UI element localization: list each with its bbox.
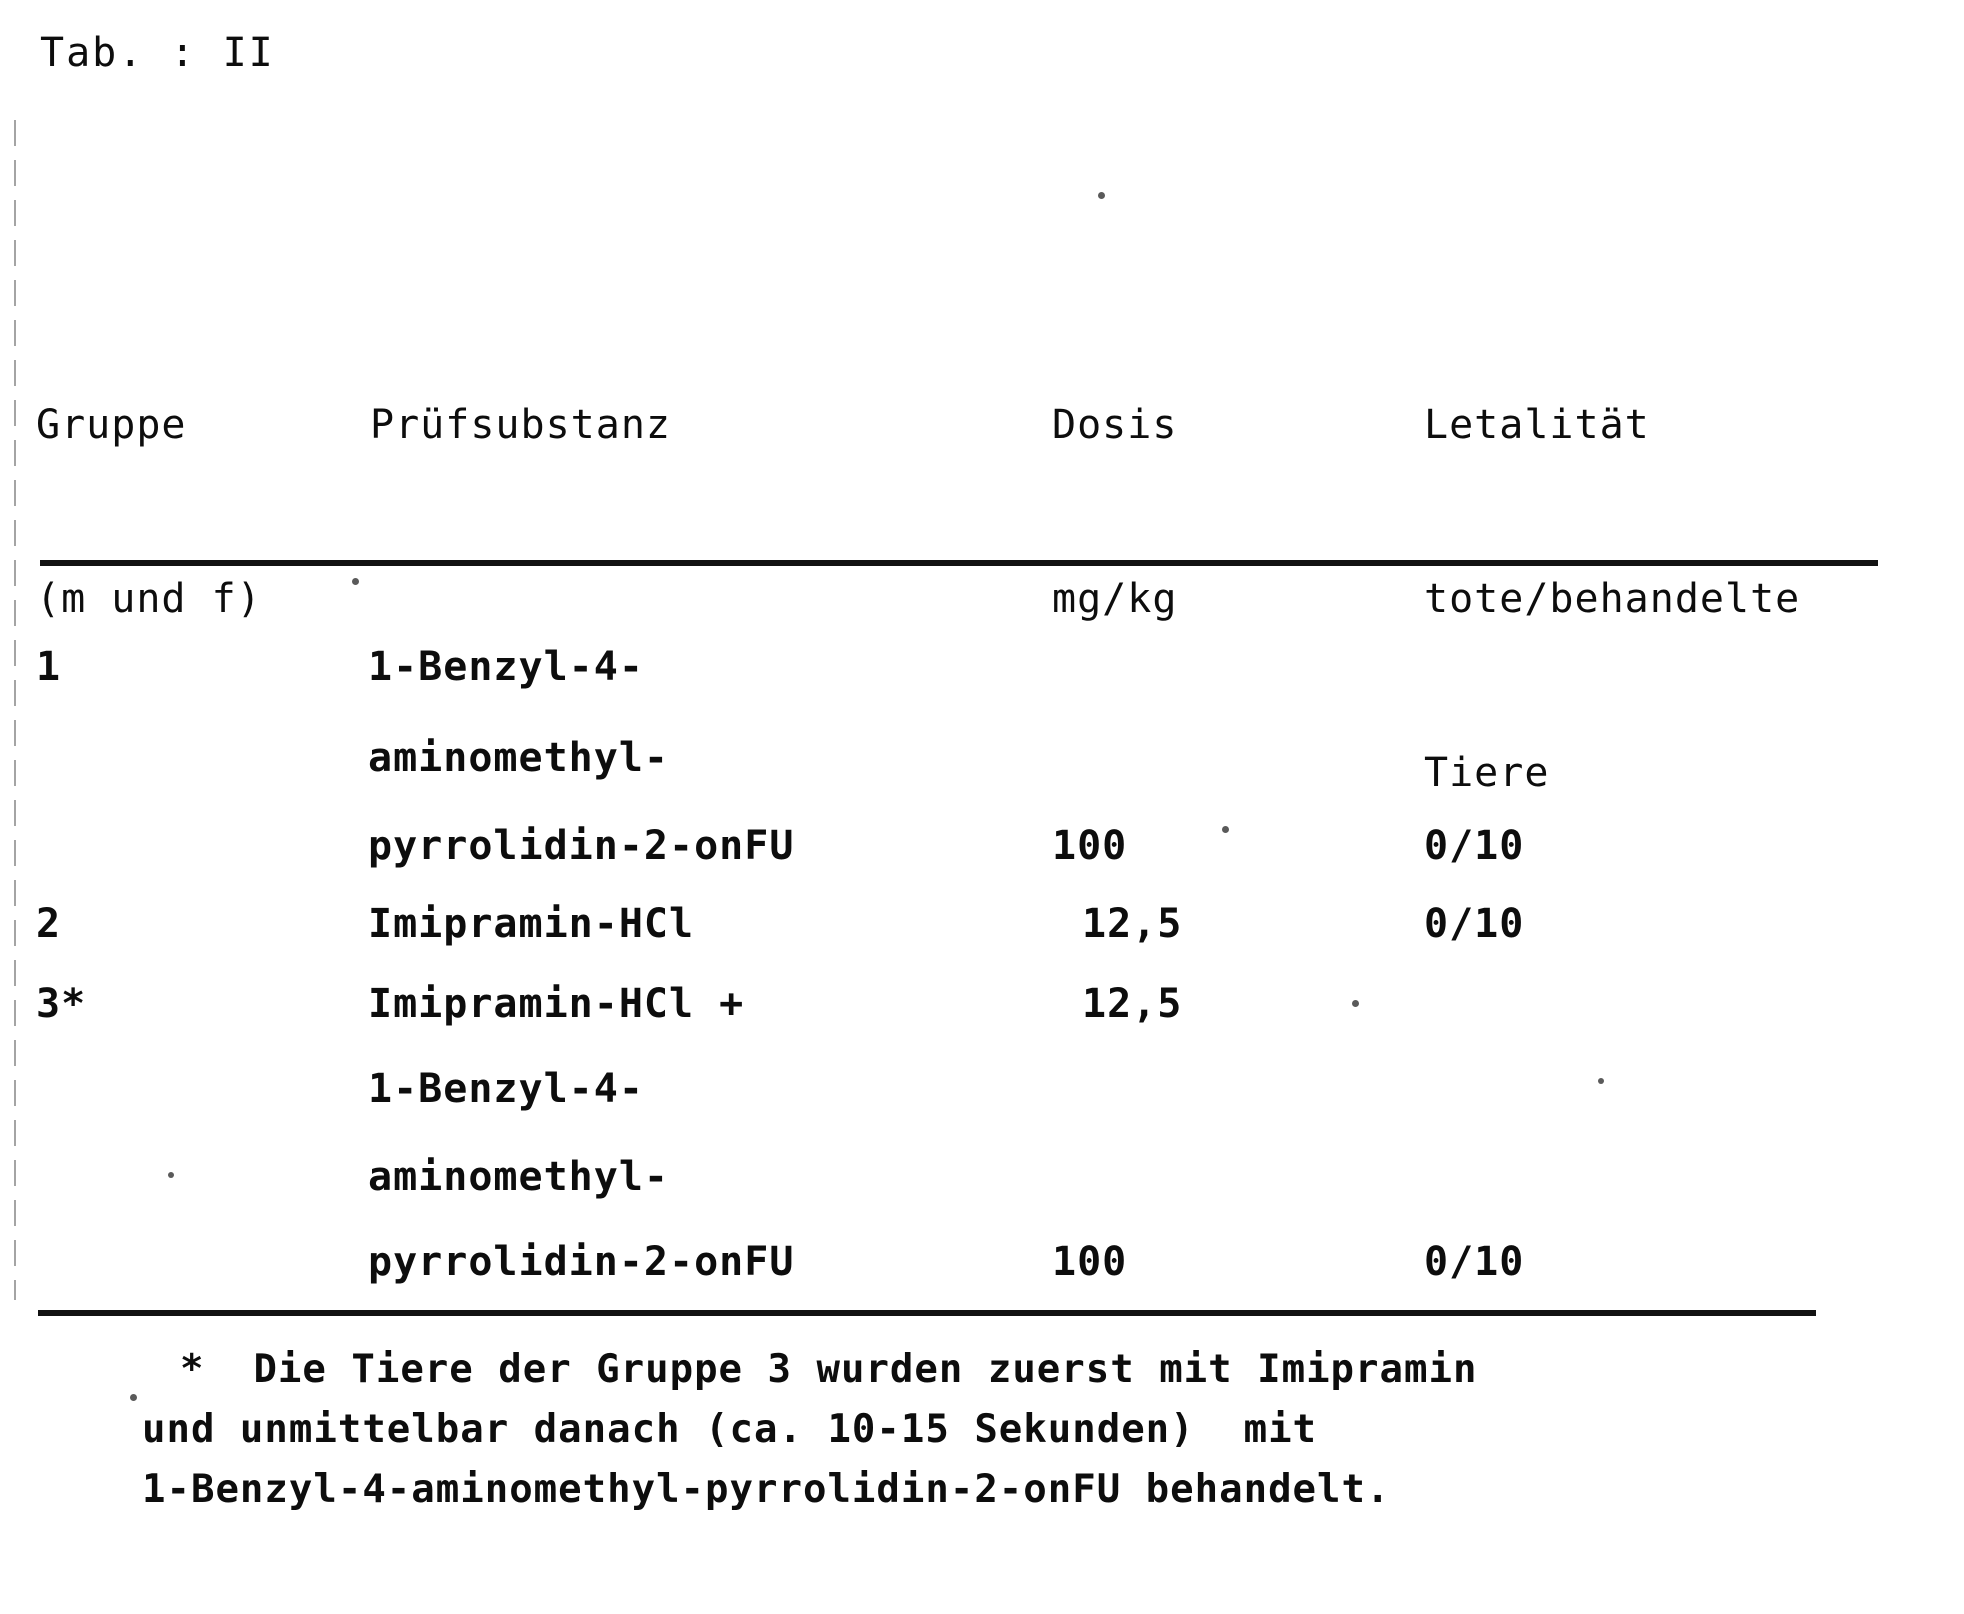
scan-speck: [1598, 1078, 1604, 1084]
table-rule-bottom: [38, 1310, 1816, 1316]
scan-speck: [168, 1172, 174, 1178]
row-1-substance-line3: pyrrolidin-2-onFU: [368, 823, 795, 869]
column-header-lethality-line1: Letalität: [1424, 402, 1650, 448]
column-header-substance: [370, 280, 671, 570]
row-2-dose: 12,5: [1082, 901, 1183, 947]
column-header-dose: [1052, 280, 1177, 744]
footnote-line-2: und unmittelbar danach (ca. 10-15 Sekunden) mit: [142, 1407, 1318, 1452]
row-3-lethality: 0/10: [1424, 1239, 1525, 1285]
row-1-group: 1: [36, 644, 62, 690]
scan-speck: [352, 578, 359, 585]
table-footnote: [142, 1340, 1920, 1520]
column-header-substance-line1: Prüfsubstanz: [370, 402, 671, 448]
footnote-line-1: * Die Tiere der Gruppe 3 wurden zuerst mit Imipramin: [180, 1347, 1478, 1392]
column-header-group-line1: Gruppe: [36, 402, 187, 448]
scan-edge-artifact: [14, 120, 16, 1300]
row-1-substance-line2: aminomethyl-: [368, 735, 669, 781]
table-rule-top: [40, 560, 1878, 566]
row-2-lethality: 0/10: [1424, 901, 1525, 947]
row-3-substance-line4: pyrrolidin-2-onFU: [368, 1239, 795, 1285]
row-3-group: 3*: [36, 981, 87, 1027]
row-3-dose-secondary: 100: [1052, 1239, 1128, 1285]
row-2-group: 2: [36, 901, 62, 947]
table-label: Tab. : II: [40, 30, 275, 76]
row-1-lethality: 0/10: [1424, 823, 1525, 869]
row-3-substance-line2: 1-Benzyl-4-: [368, 1066, 644, 1112]
scan-speck: [1352, 1000, 1359, 1007]
scan-speck: [1098, 192, 1105, 199]
column-header-dose-line1: Dosis: [1052, 402, 1178, 448]
scan-speck: [130, 1394, 137, 1401]
column-header-group: [36, 280, 262, 744]
column-header-group-line2: (m und f): [36, 576, 262, 622]
column-header-lethality-line3: Tiere: [1424, 750, 1550, 796]
row-1-substance-line1: 1-Benzyl-4-: [368, 644, 644, 690]
row-3-substance-line3: aminomethyl-: [368, 1154, 669, 1200]
footnote-line-3: 1-Benzyl-4-aminomethyl-pyrrolidin-2-onFU behandelt.: [142, 1467, 1391, 1512]
column-header-dose-line2: mg/kg: [1052, 576, 1178, 622]
row-1-dose: 100: [1052, 823, 1128, 869]
row-3-dose: 12,5: [1082, 981, 1183, 1027]
row-3-substance-line1: Imipramin-HCl +: [368, 981, 745, 1027]
column-header-lethality-line2: tote/behandelte: [1424, 576, 1801, 622]
scan-speck: [1222, 826, 1229, 833]
row-2-substance-line1: Imipramin-HCl: [368, 901, 695, 947]
